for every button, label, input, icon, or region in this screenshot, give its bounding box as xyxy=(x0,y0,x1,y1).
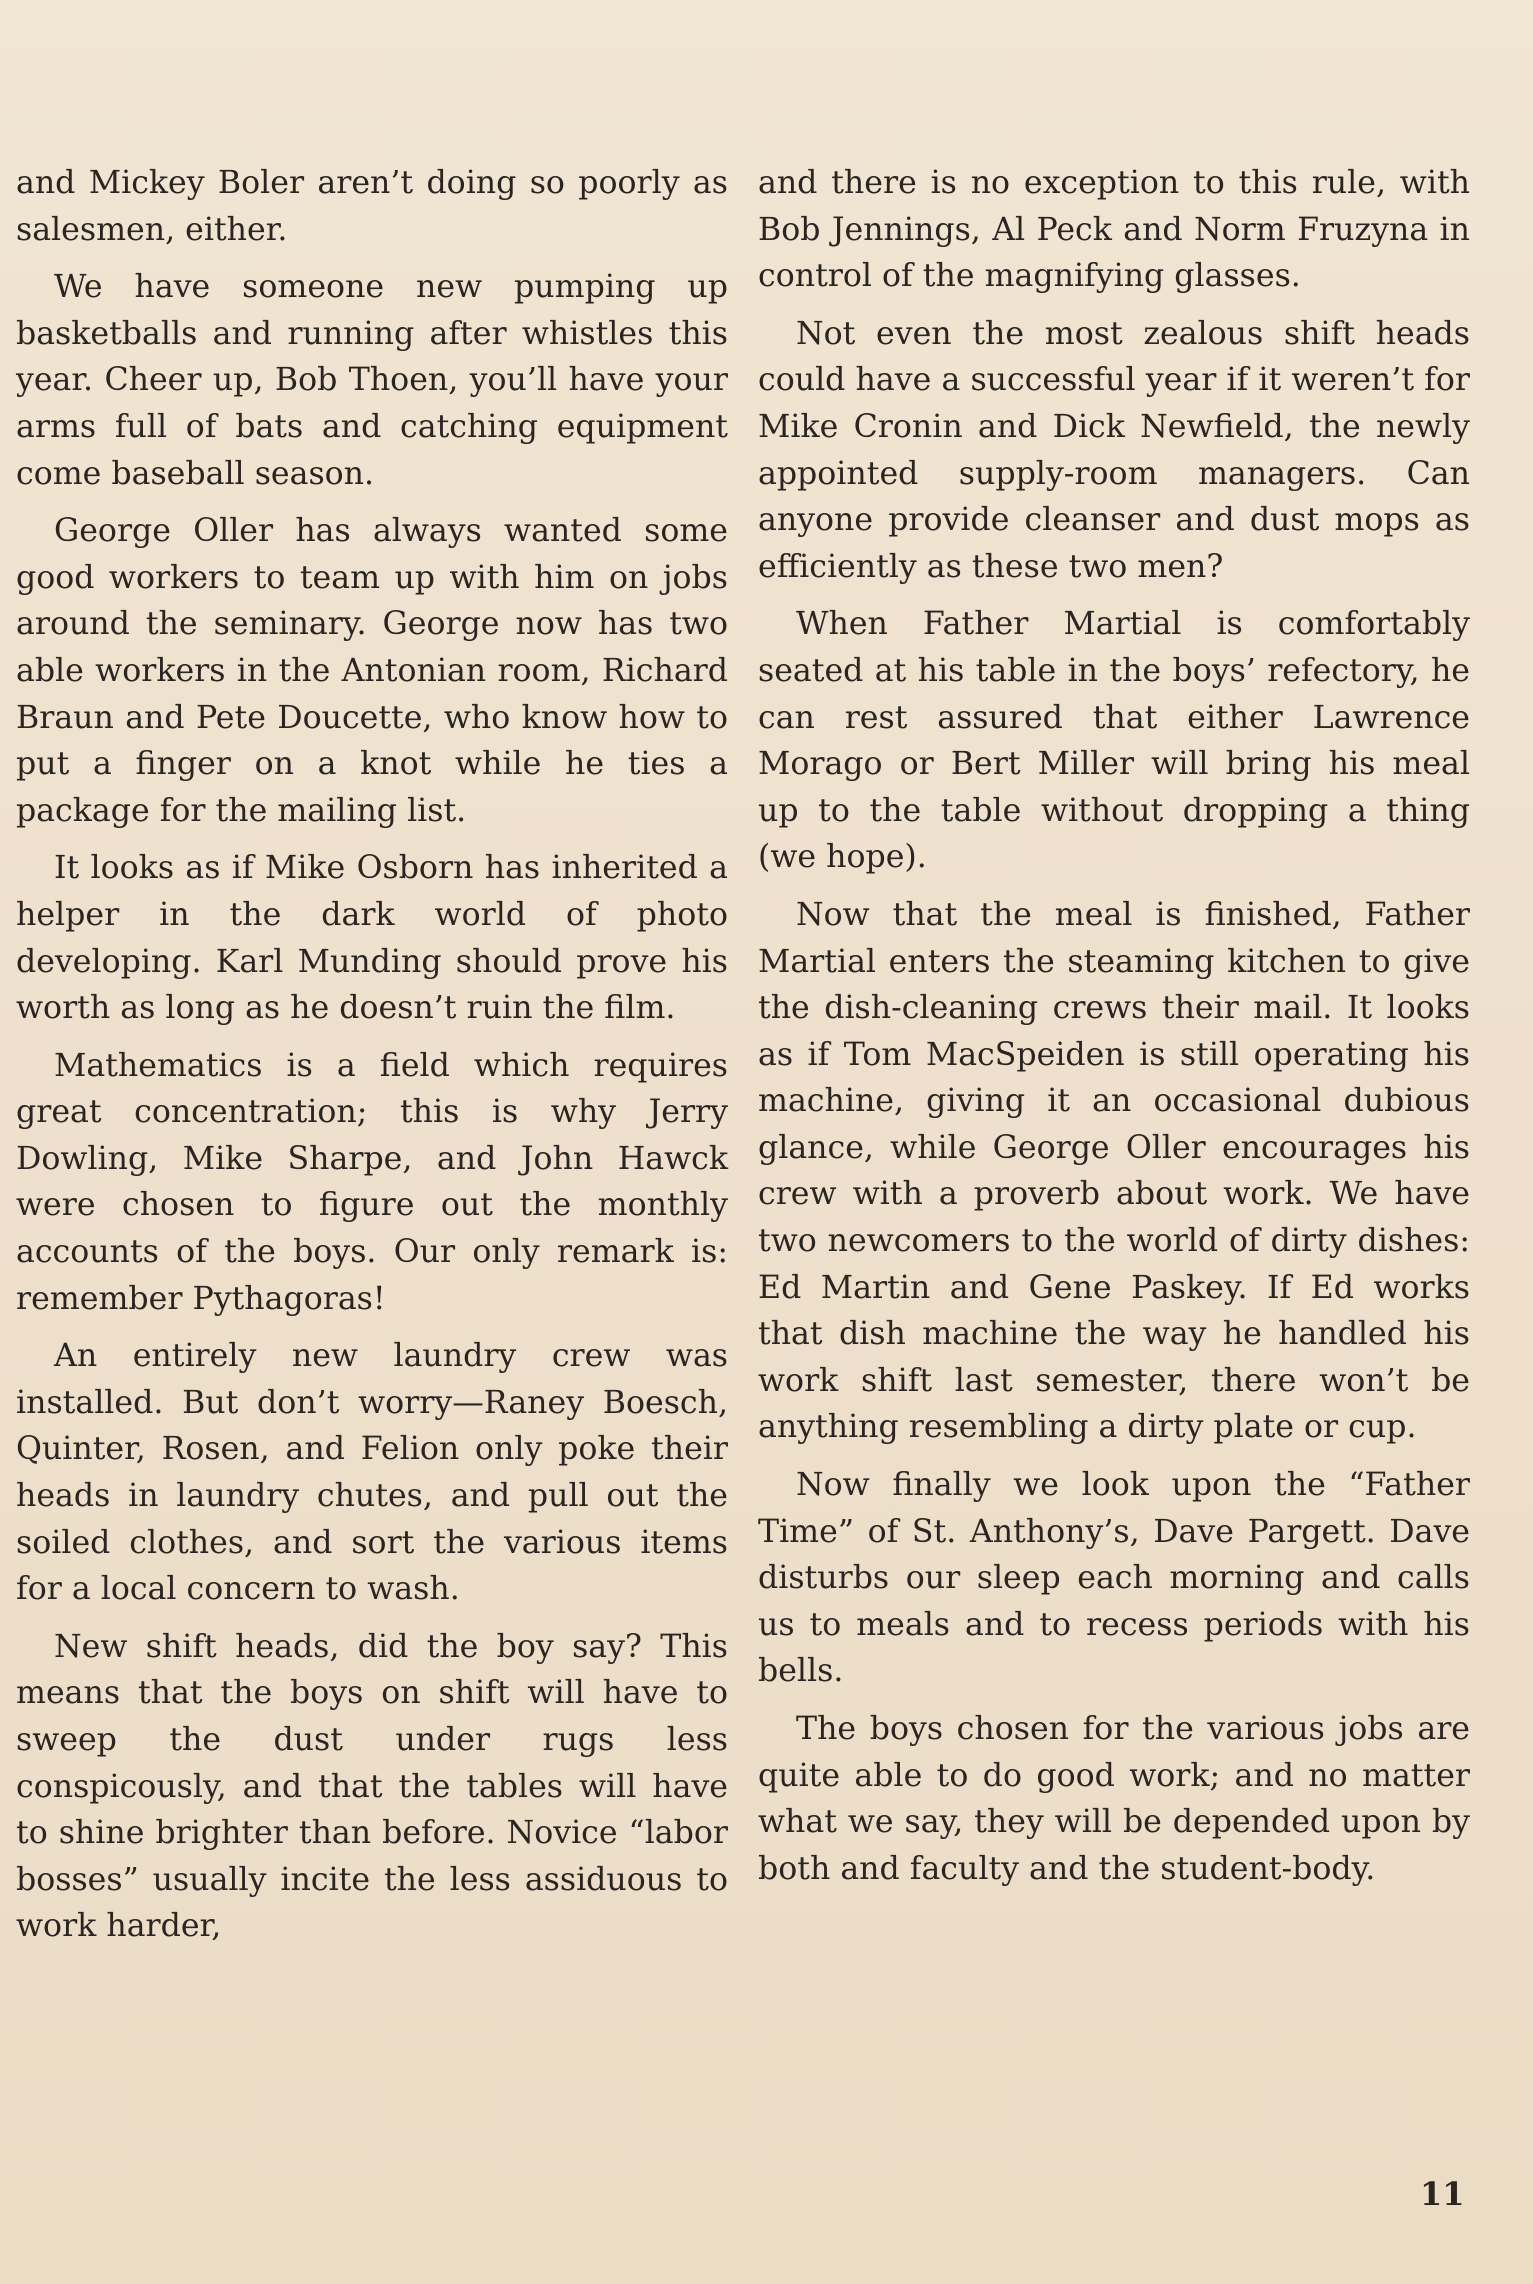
paragraph: When Father Martial is comfortably seated at his table in the boys’ refectory, he can rest assured that either Lawrence Morago or Bert Miller will bring his meal up to the table without dropping a thing (we hope). xyxy=(758,606,1470,876)
paragraph: George Oller has always wanted some good workers to team up with him on jobs around the seminary. George now has two able workers in the Antonian room, Richard Braun and Pete Doucette, who know how to put a finger on a knot while he ties a package for the mailing list. xyxy=(16,513,728,829)
paragraph: Now that the meal is finished, Father Martial enters the steaming kitchen to give the dish-cleaning crews their mail. It looks as if Tom MacSpeiden is still operating his machine, giving it an occasional dubious glance, while George Oller encourages his crew with a proverb about work. We have two newcomers to the world of dirty dishes: Ed Martin and Gene Paskey. If Ed works that dish machine the way he handled his work shift last semester, there won’t be anything resembling a dirty plate or cup. xyxy=(758,896,1470,1446)
paragraph: An entirely new laundry crew was installed. But don’t worry—Raney Boesch, Quinter, Rosen, and Felion only poke their heads in laundry chutes, and pull out the soiled clothes, and sort the various items for a local concern to wash. xyxy=(16,1338,728,1608)
right-column xyxy=(758,160,1470,1903)
paragraph: Not even the most zealous shift heads could have a successful year if it weren’t for Mike Cronin and Dick Newfield, the newly appointed supply-room managers. Can anyone provide cleanser and dust mops as efficiently as these two men? xyxy=(758,315,1470,585)
paragraph: and there is no exception to this rule, with Bob Jennings, Al Peck and Norm Fruzyna in control of the magnifying glasses. xyxy=(758,165,1470,295)
paragraph: The boys chosen for the various jobs are quite able to do good work; and no matter what we say, they will be depended upon by both and faculty and the student-body. xyxy=(758,1711,1470,1887)
paragraph: Now finally we look upon the “Father Time” of St. Anthony’s, Dave Pargett. Dave disturbs our sleep each morning and calls us to meals and to recess periods with his bells. xyxy=(758,1467,1470,1690)
paragraph: and Mickey Boler aren’t doing so poorly as salesmen, either. xyxy=(16,165,728,248)
page-number: 11 xyxy=(1420,2175,1465,2213)
left-column xyxy=(16,160,728,1961)
paragraph: We have someone new pumping up basketballs and running after whistles this year. Cheer up, Bob Thoen, you’ll have your arms full of bats and catching equipment come baseball season. xyxy=(16,269,728,492)
paragraph: New shift heads, did the boy say? This means that the boys on shift will have to sweep the dust under rugs less conspicously, and that the tables will have to shine brighter than before. Novice “labor bosses” usually incite the less assiduous to work harder, xyxy=(16,1628,728,1945)
paragraph: It looks as if Mike Osborn has inherited a helper in the dark world of photo developing. Karl Munding should prove his worth as long as he doesn’t ruin the film. xyxy=(16,850,728,1027)
paragraph: Mathematics is a field which requires great concentration; this is why Jerry Dowling, Mike Sharpe, and John Hawck were chosen to figure out the monthly accounts of the boys. Our only remark is: remember Pythagoras! xyxy=(16,1047,728,1317)
